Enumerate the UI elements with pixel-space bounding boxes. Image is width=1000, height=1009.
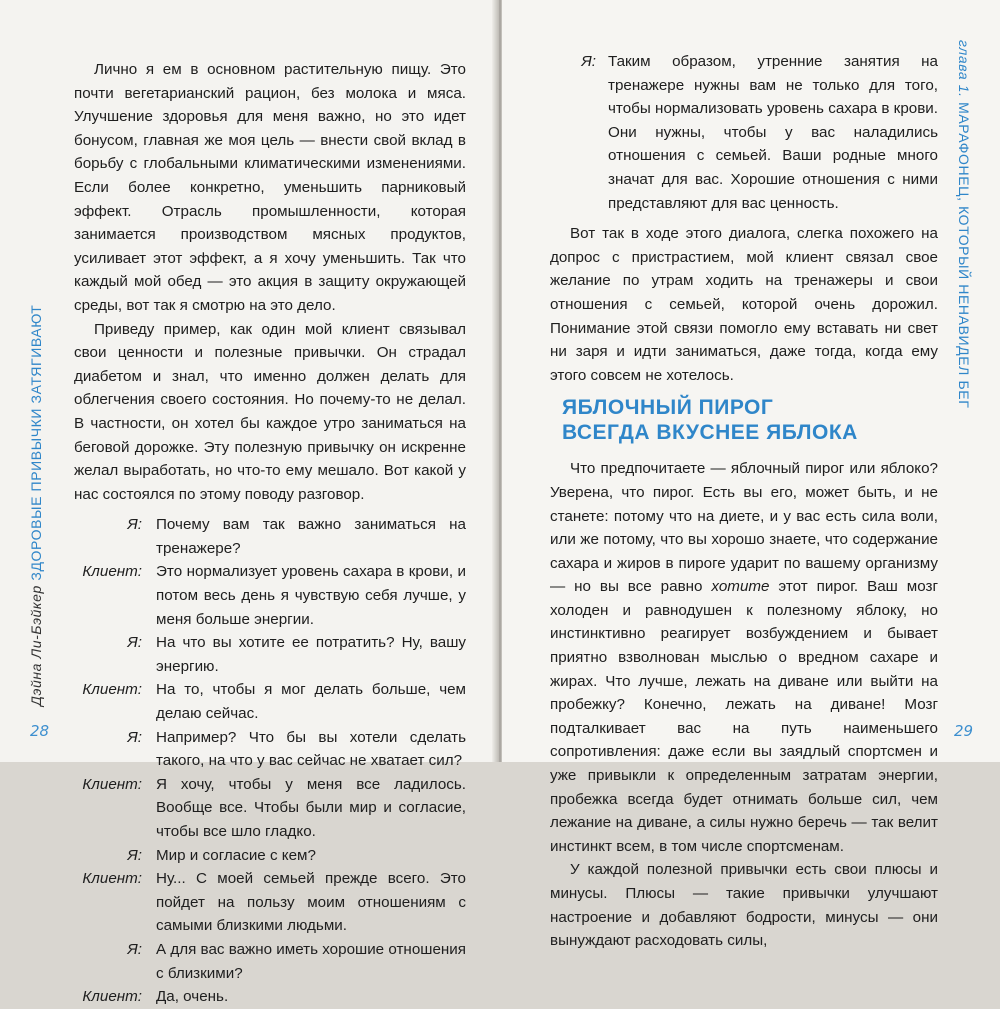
right-running-head (956, 40, 972, 408)
section-heading-line: ЯБЛОЧНЫЙ ПИРОГ (562, 396, 774, 420)
dialogue-line (74, 726, 466, 773)
running-head-book-title: ЗДОРОВЫЕ ПРИВЫЧКИ ЗАТЯГИВАЮТ (28, 304, 44, 581)
left-running-head (28, 305, 44, 706)
running-head-author: Дэйна Ли-Бэйкер (28, 585, 44, 706)
dialogue-text: Мир и согласие с кем? (156, 846, 316, 864)
dialogue-line (550, 50, 938, 215)
section-heading-line: ВСЕГДА ВКУСНЕЕ ЯБЛОКА (562, 421, 858, 445)
left-body (74, 58, 466, 1009)
dialogue-text: На то, чтобы я мог делать больше, чем делаю сейчас. (156, 681, 466, 723)
paragraph: Что предпочитаете — яблочный пирог или яблоко? Уверена, что пирог. Есть вы его, может быть, и не станете: потому что на диете, и у вас есть сила воли, или же потому, что вы хорошо знаете, что содержание сахара и жиров в пироге ударит по вашему организму — но вы все равно хотите этот пирог. Ваш мозг холоден и равнодушен к полезному яблоку, но инстинктивно реагирует возбуждением и бывает приятно взволнован мыслью о вредном сахаре и жирах. Что лучше, лежать на диване или выйти на пробежку? Конечно, лежать на диване! Мозг подталкивает вас на путь наименьшего сопротивления: даже если вы заядлый спортсмен и уже привыкли к определенным затратам энергии, пробежка всегда будет отнимать больше сил, чем лежание на диване, а силы нужно беречь — так велит инстинкт всем, в том числе спортсменам. (550, 460, 938, 855)
paragraph: Лично я ем в основном растительную пищу. Это почти вегетарианский рацион, без молока и мяса. Улучшение здоровья для меня важно, но это идет бонусом, главная же моя цель — внести свой вклад в борьбу с глобальными климатическими изменениями. Если более конкретно, уменьшить парниковый эффект. Отрасль промышленности, которая занимается производством мясных продуктов, усиливает этот эффект, а я хочу уменьшить. Так что каждый мой обед — это акция в защиту окружающей среды, вот так я смотрю на это дело. (74, 61, 466, 314)
dialogue-speaker: Клиент: (82, 563, 142, 581)
page-number: 28 (30, 722, 50, 740)
paragraph: Приведу пример, как один мой клиент связывал свои ценности и полезные привычки. Он страдал диабетом и знал, что именно должен делать для облегчения своего состояния. Но почему-то не делал. В частности, он хотел бы каждое утро заниматься на беговой дорожке. Эту полезную привычку он искренне желал выработать, но что-то ему мешало. Вот какой у нас состоялся по этому поводу разговор. (74, 320, 466, 503)
running-head-chapter-title: МАРАФОНЕЦ, КОТОРЫЙ НЕНАВИДЕЛ БЕГ (956, 102, 972, 409)
section-heading (562, 395, 938, 445)
dialogue-line (74, 867, 466, 938)
dialogue-speaker: Я: (127, 634, 142, 652)
dialogue-line (74, 985, 466, 1009)
dialogue-line (74, 938, 466, 985)
page-number: 29 (954, 722, 974, 740)
paragraph: Вот так в ходе этого диалога, слегка похожего на допрос с пристрастием, мой клиент связал свое желание по утрам ходить на тренажеры и свои отношения с семьей, которой очень дорожил. Понимание этой связи помогло ему вставать ни свет ни заря и идти заниматься, даже тогда, когда ему этого совсем не хотелось. (550, 225, 938, 384)
dialogue-text: Ну... С моей семьей прежде всего. Это пойдет на пользу моим отношениям с самыми близкими людьми. (156, 870, 466, 935)
dialogue-speaker: Клиент: (82, 775, 142, 793)
dialogue-speaker: Я: (581, 53, 596, 70)
dialogue-text: Почему вам так важно заниматься на тренажере? (156, 516, 466, 557)
dialogue-line (74, 513, 466, 560)
dialogue-speaker: Я: (127, 940, 142, 958)
dialogue-text: На что вы хотите ее потратить? Ну, вашу энергию. (156, 634, 466, 675)
dialogue-line (74, 844, 466, 868)
paragraph: У каждой полезной привычки есть свои плюсы и минусы. Плюсы — такие привычки улучшают настроение и добавляют бодрости, минусы — они вынуждают расходовать силы, (550, 861, 938, 950)
dialogue-line (74, 678, 466, 725)
dialogue-text: Да, очень. (156, 988, 229, 1006)
dialogue-line (74, 773, 466, 844)
dialogue-speaker: Клиент: (82, 988, 142, 1006)
running-head-chapter: глава 1. (956, 40, 972, 98)
left-page (0, 0, 498, 1006)
dialogue-line (74, 631, 466, 678)
right-body (550, 50, 938, 953)
dialogue-line (74, 560, 466, 631)
dialogue-speaker: Я: (127, 728, 142, 746)
dialogue-text: Я хочу, чтобы у меня все ладилось. Вообще все. Чтобы были мир и согласие, чтобы все шло гладко. (156, 775, 466, 840)
dialogue-speaker: Я: (127, 516, 142, 534)
dialogue-text: Например? Что бы вы хотели сделать такого, на что у вас сейчас не хватает сил? (156, 728, 466, 770)
dialogue-text: Это нормализует уровень сахара в крови, и потом весь день я чувствую себя лучше, у меня больше энергии. (156, 563, 466, 628)
right-page (502, 0, 1000, 950)
dialogue-speaker: Клиент: (82, 870, 142, 888)
emphasis: хотите (711, 578, 770, 596)
dialogue-text: А для вас важно иметь хорошие отношения с близкими? (156, 940, 466, 982)
dialogue-text: Таким образом, утренние занятия на тренажере нужны вам не только для того, чтобы нормализовать уровень сахара в крови. Они нужны, чтобы у вас наладились отношения с семьей. Ваши родные много значат для вас. Хорошие отношения с ними представляют для вас ценность. (608, 53, 938, 212)
dialogue-speaker: Я: (127, 846, 142, 864)
dialogue-speaker: Клиент: (82, 681, 142, 699)
